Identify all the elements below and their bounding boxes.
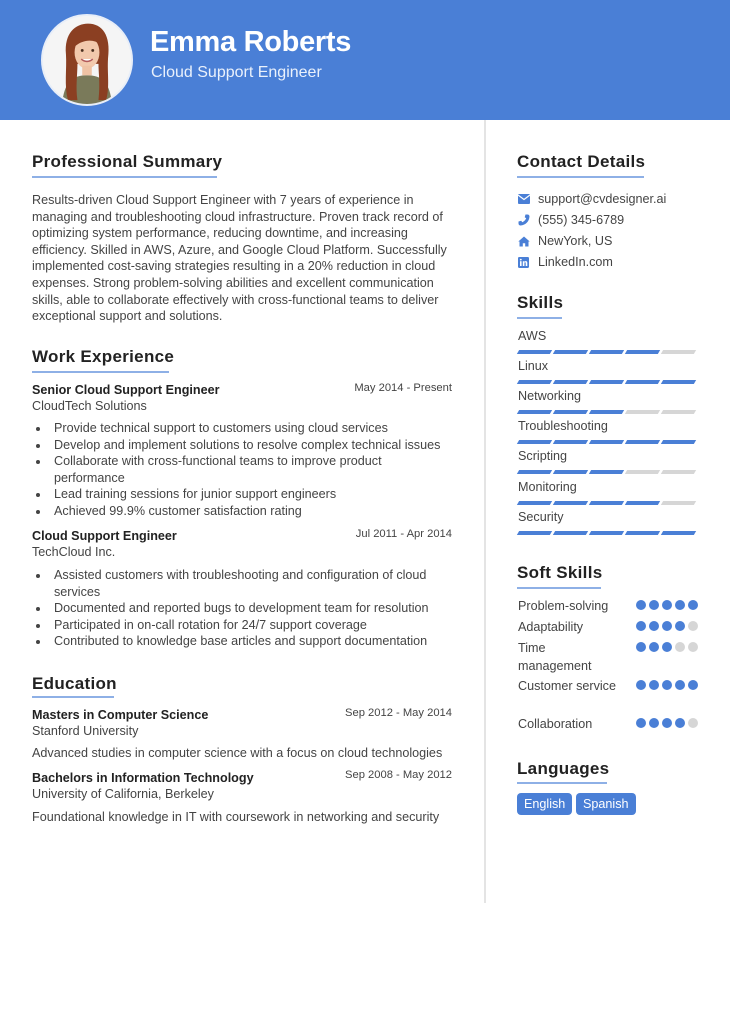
summary-line: skills, able to collaborate effectively with cross-functional teams to deliver [32, 292, 439, 307]
skill-segment-filled [589, 410, 624, 414]
skill-segment-filled [625, 350, 660, 354]
skill-label: Troubleshooting [518, 419, 608, 433]
skill-segment-filled [517, 380, 552, 384]
candidate-name: Emma Roberts [150, 26, 352, 58]
language-tag-english: English [517, 793, 572, 815]
rating-dot-filled [636, 718, 646, 728]
skill-segment-filled [661, 380, 696, 384]
summary-line: efficiency. Skilled in AWS, Azure, and Google Cloud Platform. Successfully [32, 242, 447, 257]
degree-description: Foundational knowledge in IT with coursework in networking and security [32, 810, 440, 824]
job-title: Cloud Support Engineer [32, 529, 177, 543]
rating-dot-empty [688, 621, 698, 631]
envelope-icon [517, 193, 530, 206]
soft-skill-label: Time management [518, 641, 592, 673]
skill-segment-filled [625, 501, 660, 505]
soft-skill-rating [636, 680, 698, 690]
home-icon [517, 235, 530, 248]
skill-segment-filled [625, 531, 660, 535]
rating-dot-filled [662, 621, 672, 631]
resume-header [0, 0, 730, 120]
skill-segment-filled [589, 501, 624, 505]
rating-dot-filled [662, 718, 672, 728]
skills-heading: Skills [517, 293, 564, 312]
skill-segment-empty [625, 470, 660, 474]
rating-dot-filled [649, 680, 659, 690]
rating-dot-filled [649, 600, 659, 610]
education-underline [32, 696, 114, 698]
degree-description: Advanced studies in computer science with a focus on cloud technologies [32, 746, 443, 760]
languages-heading: Languages [517, 759, 610, 778]
skill-level-bar [518, 531, 695, 535]
candidate-title: Cloud Support Engineer [151, 64, 322, 81]
skill-segment-filled [517, 440, 552, 444]
rating-dot-filled [675, 600, 685, 610]
education-heading: Education [32, 674, 117, 693]
skills-underline [517, 317, 562, 319]
column-divider [484, 120, 486, 903]
profile-photo [41, 14, 133, 106]
job-bullets [54, 420, 454, 520]
school-name: University of California, Berkeley [32, 787, 214, 801]
degree-title: Bachelors in Information Technology [32, 771, 254, 785]
skill-segment-filled [553, 531, 588, 535]
soft-skill-rating [636, 600, 698, 610]
skill-segment-filled [625, 380, 660, 384]
soft-skill-rating [636, 621, 698, 631]
rating-dot-filled [649, 621, 659, 631]
soft-skill-rating [636, 718, 698, 728]
skill-level-bar [518, 440, 695, 444]
rating-dot-filled [688, 680, 698, 690]
school-name: Stanford University [32, 724, 139, 738]
skill-segment-filled [553, 440, 588, 444]
rating-dot-filled [636, 621, 646, 631]
bullet-item: Achieved 99.9% customer satisfaction rating [54, 503, 454, 520]
skill-segment-filled [553, 410, 588, 414]
rating-dot-filled [675, 680, 685, 690]
soft-skills-underline [517, 587, 601, 589]
skill-level-bar [518, 410, 695, 414]
person-photo-icon [43, 16, 131, 104]
summary-line: expenses. Strong problem-solving abilities and excellent communication [32, 275, 434, 290]
bullet-item: Assisted customers with troubleshooting and configuration of cloud services [54, 567, 444, 600]
degree-date: Sep 2012 - May 2014 [345, 707, 452, 719]
contact-linkedin-text: LinkedIn.com [538, 255, 613, 269]
experience-heading: Work Experience [32, 347, 175, 366]
job-company: TechCloud Inc. [32, 545, 116, 559]
skill-segment-filled [553, 350, 588, 354]
contact-phone-text: (555) 345-6789 [538, 213, 625, 227]
summary-text [32, 192, 462, 325]
bullet-item: Develop and implement solutions to resolve complex technical issues [54, 437, 454, 454]
bullet-item: Lead training sessions for junior support engineers [54, 486, 454, 503]
soft-skill-label: Adaptability [518, 620, 584, 634]
rating-dot-filled [662, 680, 672, 690]
skill-segment-filled [589, 440, 624, 444]
skill-segment-filled [661, 531, 696, 535]
linkedin-icon [517, 256, 530, 269]
skill-segment-filled [589, 531, 624, 535]
rating-dot-filled [675, 621, 685, 631]
rating-dot-empty [688, 642, 698, 652]
skill-segment-filled [517, 410, 552, 414]
skill-segment-empty [625, 410, 660, 414]
summary-line: optimizing system performance, reducing downtime, and increasing [32, 226, 408, 241]
job-title: Senior Cloud Support Engineer [32, 383, 220, 397]
skill-label: Linux [518, 359, 549, 373]
rating-dot-empty [675, 642, 685, 652]
bullet-item: Participated in on-call rotation for 24/7 support coverage [54, 617, 454, 634]
skill-label: Networking [518, 389, 581, 403]
summary-underline [32, 176, 217, 178]
contact-location-text: NewYork, US [538, 234, 613, 248]
rating-dot-filled [636, 642, 646, 652]
rating-dot-empty [688, 718, 698, 728]
skill-segment-filled [517, 350, 552, 354]
soft-skill-label: Customer service [518, 679, 616, 693]
job-date: Jul 2011 - Apr 2014 [355, 528, 452, 540]
skill-segment-empty [661, 350, 696, 354]
rating-dot-filled [662, 642, 672, 652]
bullet-item: Documented and reported bugs to development team for resolution [54, 600, 454, 617]
skill-level-bar [518, 470, 695, 474]
contact-email-text: support@cvdesigner.ai [538, 192, 667, 206]
skill-segment-filled [517, 470, 552, 474]
rating-dot-filled [662, 600, 672, 610]
summary-line: Results-driven Cloud Support Engineer with 7 years of experience in [32, 193, 414, 207]
contact-email[interactable] [517, 191, 666, 207]
language-tag-spanish: Spanish [576, 793, 636, 815]
skill-segment-filled [553, 470, 588, 474]
soft-skill-label: Collaboration [518, 717, 593, 731]
skill-segment-empty [661, 501, 696, 505]
rating-dot-filled [649, 642, 659, 652]
contact-phone[interactable] [517, 212, 624, 228]
skill-label: Scripting [518, 449, 567, 463]
contact-heading: Contact Details [517, 152, 646, 171]
skill-segment-filled [589, 350, 624, 354]
soft-skills-heading: Soft Skills [517, 563, 603, 582]
phone-icon [517, 214, 530, 227]
skill-segment-filled [589, 470, 624, 474]
skill-segment-filled [625, 440, 660, 444]
skill-segment-filled [517, 501, 552, 505]
degree-date: Sep 2008 - May 2012 [345, 769, 452, 781]
skill-segment-filled [553, 501, 588, 505]
rating-dot-filled [636, 600, 646, 610]
skill-label: AWS [518, 329, 547, 343]
skill-level-bar [518, 380, 695, 384]
bullet-item: Collaborate with cross-functional teams to improve product performance [54, 453, 414, 486]
degree-title: Masters in Computer Science [32, 708, 209, 722]
bullet-item: Contributed to knowledge base articles and support documentation [54, 633, 454, 650]
languages-underline [517, 782, 607, 784]
rating-dot-filled [649, 718, 659, 728]
skill-label: Monitoring [518, 480, 577, 494]
job-date: May 2014 - Present [354, 382, 452, 394]
bullet-item: Provide technical support to customers using cloud services [54, 420, 454, 437]
contact-underline [517, 176, 644, 178]
summary-heading: Professional Summary [32, 152, 223, 171]
skill-segment-filled [517, 531, 552, 535]
rating-dot-filled [688, 600, 698, 610]
rating-dot-filled [675, 718, 685, 728]
skill-level-bar [518, 501, 695, 505]
job-bullets [54, 567, 454, 650]
soft-skill-label: Problem-solving [518, 599, 609, 613]
skill-segment-filled [589, 380, 624, 384]
job-company: CloudTech Solutions [32, 399, 147, 413]
experience-underline [32, 371, 169, 373]
summary-line: exceptional support and solutions. [32, 309, 223, 324]
skill-segment-empty [661, 470, 696, 474]
skill-segment-filled [661, 440, 696, 444]
contact-linkedin[interactable] [517, 254, 613, 270]
summary-line: implemented cost-saving strategies resulting in a 20% reduction in cloud [32, 259, 436, 274]
summary-line: managing and troubleshooting cloud infrastructure. Proven track record of [32, 209, 443, 224]
skill-segment-empty [661, 410, 696, 414]
skill-level-bar [518, 350, 695, 354]
rating-dot-filled [636, 680, 646, 690]
soft-skill-rating [636, 642, 698, 652]
contact-location [517, 233, 612, 249]
skill-segment-filled [553, 380, 588, 384]
skill-label: Security [518, 510, 564, 524]
